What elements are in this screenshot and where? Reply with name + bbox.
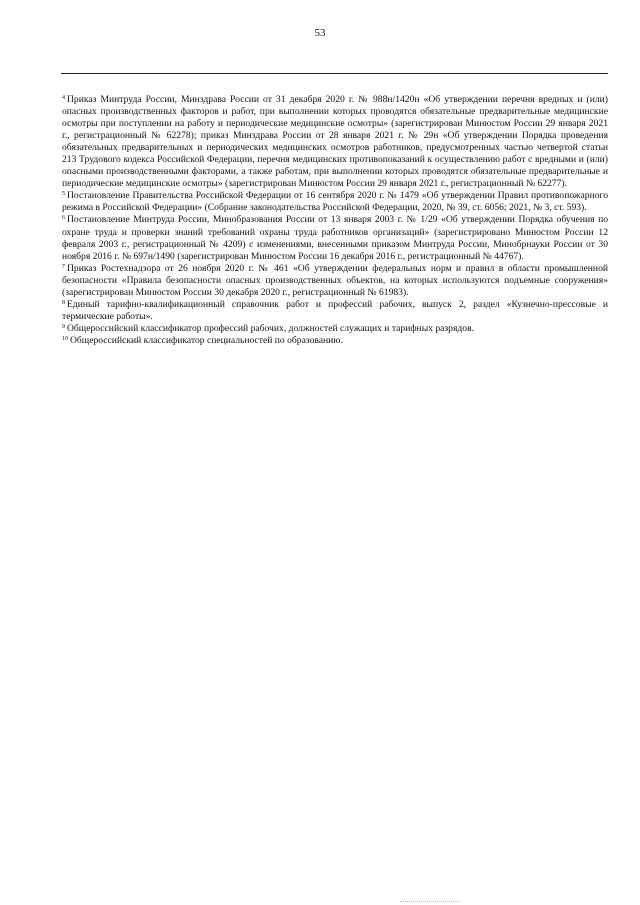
footnote-text: Приказ Ростехнадзора от 26 ноября 2020 г. № 461 «Об утверждении федеральных норм и правил в области промышленной безопасности «Правила безопасности опасных производственных объектов, на которых используются подъемные сооружения» (зарегистрирован Минюстом России 30 декабря 2020 г., регистрационный № 61983). xyxy=(62,262,608,298)
footnote-marker: 10 xyxy=(62,335,68,342)
footnote-marker: 7 xyxy=(62,263,65,270)
footnote-5 xyxy=(62,190,608,214)
footnotes xyxy=(62,94,608,347)
footnote-marker: 9 xyxy=(62,323,65,330)
footnote-7 xyxy=(62,263,608,299)
footnote-marker: 4 xyxy=(62,95,65,101)
scan-artifact-line xyxy=(400,901,460,902)
footnote-separator xyxy=(61,73,608,74)
footnote-8 xyxy=(62,299,608,323)
footnote-text: Постановление Минтруда России, Минобразования России от 13 января 2003 г. № 1/29 «Об утверждении Порядка обучения по охране труда и проверки знаний требований охраны труда работников организаций» (зарегистрировано Минюстом России 12 февраля 2003 г., регистрационный № 4209) с изменениями, внесенными приказом Минтруда России, Минобрнауки России от 30 ноября 2016 г. № 697н/1490 (зарегистрирован Минюстом России 16 декабря 2016 г., регистрационный № 44767). xyxy=(62,214,608,262)
footnote-text: Постановление Правительства Российской Федерации от 16 сентября 2020 г. № 1479 «Об утверждении Правил противопожарного режима в Российской Федерации» (Собрание законодательства Российской Федерации, 2020, № 39, ст. 6056; 2021, № 3, ст. 593). xyxy=(62,190,608,214)
footnote-4 xyxy=(62,94,608,190)
footnote-6 xyxy=(62,214,608,262)
footnote-marker: 8 xyxy=(62,299,65,306)
footnote-marker: 6 xyxy=(62,215,65,222)
footnote-text: Единый тарифно-квалификационный справочник работ и профессий рабочих, выпуск 2, раздел «Кузнечно-прессовые и термические работы». xyxy=(62,298,608,322)
footnote-10 xyxy=(62,335,608,347)
footnote-text: Приказ Минтруда России, Минздрава России от 31 декабря 2020 г. № 988н/1420н «Об утверждении перечня вредных и (или) опасных производственных факторов и работ, при выполнении которых проводятся обязательные предварительные медицинские осмотры при поступлении на работу и периодические медицинские осмотры» (зарегистрирован Минюстом России 29 января 2021 г., регистрационный № 62278); приказ Минздрава России от 28 января 2021 г. № 29н «Об утверждении Порядка проведения обязательных предварительных и периодических медицинских осмотров работников, предусмотренных частью четвертой статьи 213 Трудового кодекса Российской Федерации, перечня медицинских противопоказаний к осуществлению работ с вредными и (или) опасными производственными факторами, а также работам, при выполнении которых проводятся обязательные предварительные и периодические медицинские осмотры» (зарегистрирован Минюстом России 29 января 2021 г., регистрационный № 62277). xyxy=(62,94,608,190)
footnote-text: Общероссийский классификатор специальностей по образованию. xyxy=(70,334,343,346)
footnote-text: Общероссийский классификатор профессий рабочих, должностей служащих и тарифных разрядов. xyxy=(67,322,474,334)
page-number: 53 xyxy=(314,27,326,39)
footnote-9 xyxy=(62,323,608,335)
footnote-marker: 5 xyxy=(62,191,65,198)
